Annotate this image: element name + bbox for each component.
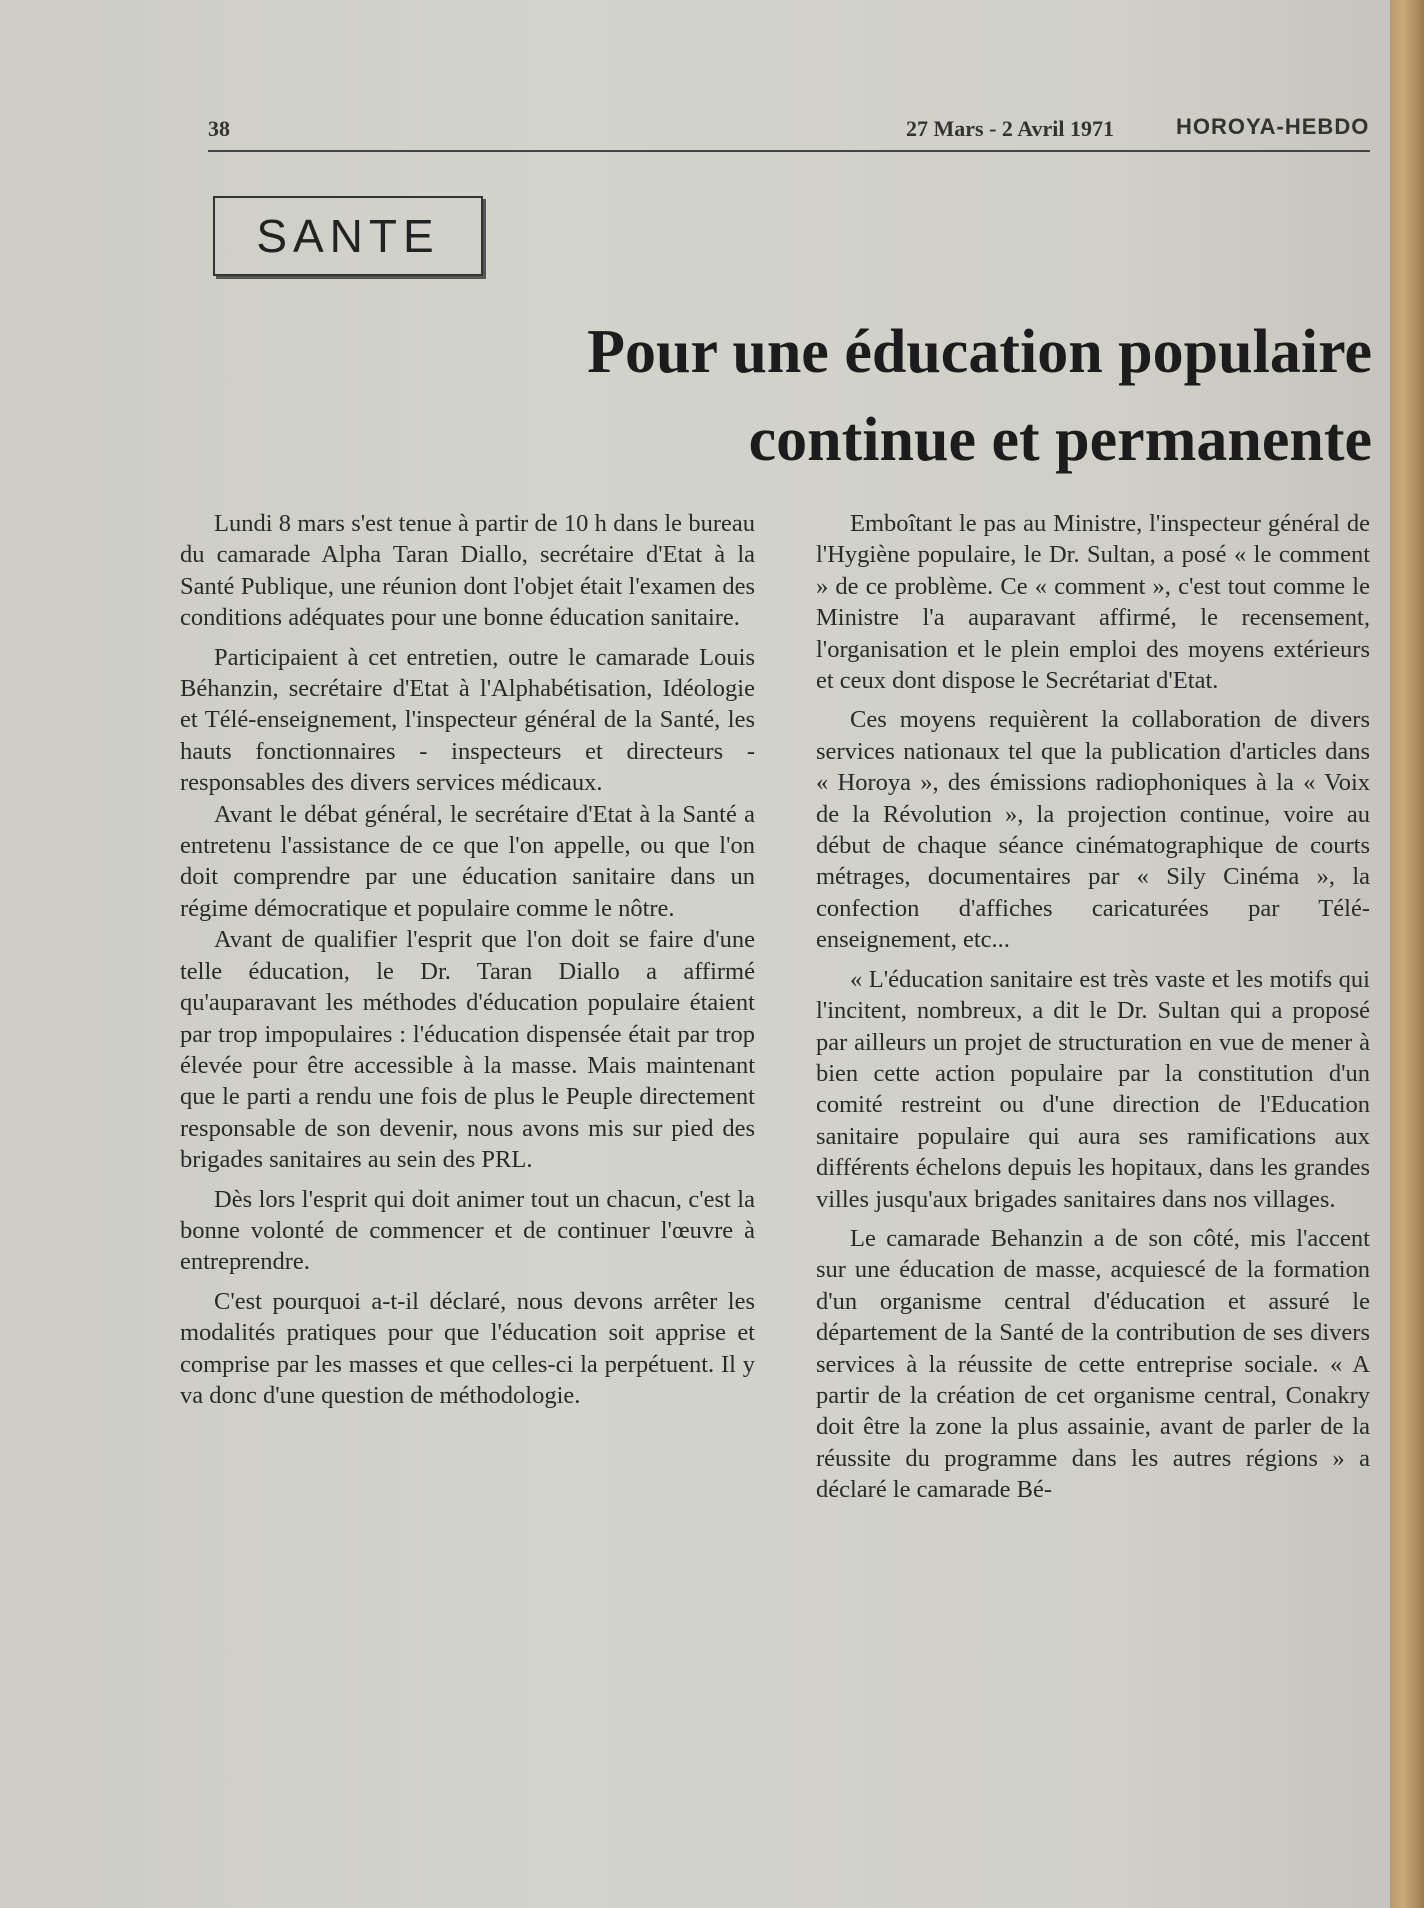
paragraph: Avant de qualifier l'esprit que l'on doit se faire d'une telle éducation, le Dr. Taran Diallo a affirmé qu'auparavant les méthodes d'éducation populaire étaient par trop impopulaires : l'éducation dispensée était par trop élevée pour être accessible à la masse. Mais maintenant que le parti a rendu une fois de plus le Peuple directement responsable de son devenir, nous avons mis sur pied des brigades sanitaires au sein des PRL. [180, 926, 755, 1174]
left-column [180, 508, 755, 1419]
running-head [208, 108, 1373, 148]
paragraph: Avant le débat général, le secrétaire d'Etat à la Santé a entretenu l'assistance de ce que l'on appelle, ou que l'on doit comprendre par une éducation sanitaire dans un régime démocratique et populaire comme le nôtre. [180, 800, 755, 922]
paragraph: Le camarade Behanzin a de son côté, mis l'accent sur une éducation de masse, acquiescé de la formation d'un organisme central d'éducation et assuré le département de la Santé de la contribution de ses divers services à la réussite de cette entreprise sociale. « A partir de la création de cet organisme central, Conakry doit être la zone la plus assainie, avant de parler de la réussite du programme dans les autres régions » a déclaré le camarade Bé- [816, 1224, 1370, 1504]
article-headline [380, 308, 1372, 484]
paragraph: « L'éducation sanitaire est très vaste et les motifs qui l'incitent, nombreux, a dit le Dr. Sultan qui a proposé par ailleurs un projet de structuration en vue de mener à bien cette action populaire par la constitution d'un comité restreint ou d'une direction de l'Education sanitaire populaire qui aura ses ramifications aux différents échelons depuis les hopitaux, dans les grandes villes jusqu'aux brigades sanitaires dans nos villages. [816, 965, 1370, 1213]
section-label: SANTE [213, 196, 483, 276]
page-number: 38 [208, 116, 230, 141]
headline-line-1: Pour une éducation populaire [587, 318, 1372, 386]
paragraph: Emboîtant le pas au Ministre, l'inspecteur général de l'Hygiène populaire, le Dr. Sultan, a posé « le comment » de ce problème. Ce « comment », c'est tout comme le Ministre l'a auparavant affirmé, le recensement, l'organisation et le plein emploi des moyens extérieurs et ceux dont dispose le Secrétariat d'Etat. [816, 510, 1370, 695]
paragraph: Participaient à cet entretien, outre le camarade Louis Béhanzin, secrétaire d'Etat à l'Alphabétisation, Idéologie et Télé-enseignement, l'inspecteur général de la Santé, les hauts fonctionnaires - inspecteurs et directeurs - responsables des divers services médicaux. [180, 643, 755, 797]
issue-date: 27 Mars - 2 Avril 1971 [906, 116, 1114, 141]
paragraph: Lundi 8 mars s'est tenue à partir de 10 h dans le bureau du camarade Alpha Taran Diallo, secrétaire d'Etat à la Santé Publique, une réunion dont l'objet était l'examen des conditions adéquates pour une bonne éducation sanitaire. [180, 510, 755, 632]
headline-line-2: continue et permanente [748, 406, 1372, 474]
page-edge [1390, 0, 1424, 1908]
right-column [816, 508, 1370, 1514]
paragraph: Dès lors l'esprit qui doit animer tout un chacun, c'est la bonne volonté de commencer et de continuer l'œuvre à entreprendre. [180, 1185, 755, 1276]
paragraph: C'est pourquoi a-t-il déclaré, nous devons arrêter les modalités pratiques pour que l'éducation soit apprise et comprise par les masses et que celles-ci la perpétuent. Il y va donc d'une question de méthodologie. [180, 1287, 755, 1409]
header-rule [208, 150, 1370, 152]
publication-name: HOROYA-HEBDO [1176, 114, 1370, 139]
paragraph: Ces moyens requièrent la collaboration de divers services nationaux tel que la publication d'articles dans « Horoya », des émissions radiophoniques à la « Voix de la Révolution », la projection continue, voire au début de chaque séance cinématographique de courts métrages, documentaires par « Sily Cinéma », la confection d'affiches caricaturées par Télé-enseignement, etc... [816, 706, 1370, 954]
